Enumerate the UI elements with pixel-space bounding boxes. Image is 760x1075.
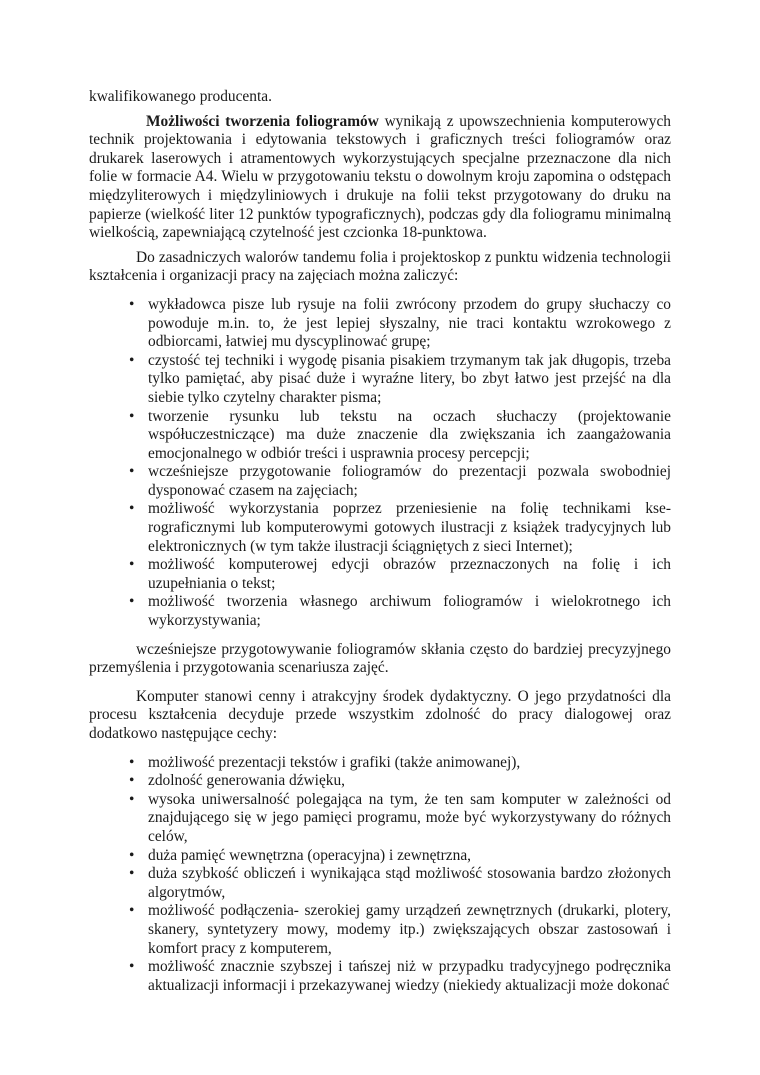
paragraph-continuation: kwalifikowanego producenta. [89,88,272,105]
paragraph-preparation: wcześniejsze przygotowywanie foliogramów skłania często do bardziej precyzyjnego przemyślenia i przygotowania scenariusza zajęć. [89,640,671,677]
list-item [89,958,671,995]
list-item-text: możliwość prezentacji tekstów i grafiki (także animowanej), [148,753,521,771]
list-item-text: możliwość komputerowej edycji obrazów przeznaczonych na folię i ich uzupełniania o tekst; [148,556,671,592]
bullet-icon: • [129,463,135,481]
bullet-icon: • [129,500,135,518]
bullet-icon: • [129,772,135,790]
bullet-icon: • [129,556,135,574]
list-item [89,408,671,464]
paragraph-foliogram-possibilities [89,113,671,243]
bold-lead-phrase: Możliwości tworzenia foliogramów [146,112,379,130]
bullet-icon: • [129,295,135,313]
list-item [89,556,671,593]
list-item [89,463,671,500]
list-item-text: zdolność generowania dźwięku, [148,772,346,790]
list-item-text: wykładowca pisze lub rysuje na folii zwrócony przodem do grupy słuchaczy co powoduje m.in. to, że jest lepiej słyszalny, nie traci kontaktu wzrokowego z odbiorcami, łatwiej mu dyscyplinować grupę; [148,295,671,351]
list-item [89,500,671,556]
paragraph-text: wynikają z upowszechnienia komputerowych technik projektowania i edytowania tekstowych i graficznych treści foliogramów oraz drukarek laserowych i atramentowych wykorzystujących specjalne przeznaczone dla nich folie w formacie A4. Wielu w przygotowaniu tekstu o dowolnym kroju zapomina o odstępach międzyliterowych i międzyliniowych i drukuje na folii tekst przygotowany do druku na papierze (wielkość liter 12 punktów typograficznych), podczas gdy dla foliogramu minimalną wielkością, zapewniającą czytelność jest czcionka 18-punktowa. [89,112,671,242]
list-item-text: duża szybkość obliczeń i wynikająca stąd możliwość stosowania bardzo złożonych algorytmów, [148,865,671,901]
bullet-icon: • [129,846,135,864]
list-item [89,791,671,847]
values-list [89,296,671,631]
document-page [89,88,671,995]
bullet-icon: • [129,865,135,883]
list-item [89,296,671,352]
list-item-text: możliwość wykorzystania poprzez przeniesienie na folię technikami kse-rograficznymi lub komputerowymi gotowych ilustracji z książek tradycyjnych lub elektronicznych (w tym także ilustracji ściągniętych z sieci Internet); [148,500,671,555]
bullet-icon: • [129,902,135,920]
paragraph-computer-intro: Komputer stanowi cenny i atrakcyjny środek dydaktyczny. O jego przydatności dla procesu kształcenia decyduje przede wszystkim zdolność do pracy dialogowej oraz dodatkowo następujące cechy: [89,687,671,742]
bullet-icon: • [129,790,135,808]
list-item-text: tworzenie rysunku lub tekstu na oczach słuchaczy (projektowanie współuczestniczące) ma duże znaczenie dla zwiększania ich zaangażowania emocjonalnego w odbiór treści i usprawnia procesy percepcji; [148,407,671,462]
list-item [89,902,671,958]
list-item [89,352,671,408]
list-item-text: wysoka uniwersalność polegająca na tym, że ten sam komputer w zależności od znajdującego się w jego pamięci programu, może być wykorzystywany do różnych celów, [148,790,671,845]
list-item-text: możliwość podłączenia- szerokiej gamy urządzeń zewnętrznych (drukarki, plotery, skanery, syntetyzery mowy, modemy itp.) zwiększających obszar zastosowań i komfort pracy z komputerem, [148,902,671,957]
list-item [89,865,671,902]
list-item [89,754,671,773]
bullet-icon: • [129,753,135,771]
list-item [89,847,671,866]
list-item [89,772,671,791]
bullet-icon: • [129,958,135,976]
list-item [89,593,671,630]
list-item-text: możliwość tworzenia własnego archiwum foliogramów i wielokrotnego ich wykorzystywania; [148,593,671,630]
list-item-text: duża pamięć wewnętrzna (operacyjna) i zewnętrzna, [148,846,472,864]
computer-features-list [89,754,671,996]
list-item-text: wcześniejsze przygotowanie foliogramów do prezentacji pozwala swobodniej dysponować czasem na zajęciach; [148,463,671,499]
list-item-text: możliwość znacznie szybszej i tańszej niż w przypadku tradycyjnego podręcznika aktualizacji informacji i przekazywanej wiedzy (niekiedy aktualizacji może dokonać [148,958,671,994]
bullet-icon: • [129,351,135,369]
bullet-icon: • [129,593,135,611]
bullet-icon: • [129,407,135,425]
list-item-text: czystość tej techniki i wygodę pisania pisakiem trzymanym tak jak długopis, trzeba tylko pamiętać, aby pisać duże i wyraźne litery, bo zbyt łatwo jest przejść na dla siebie tylko czytelny charakter pisma; [148,351,671,406]
paragraph-values-intro: Do zasadniczych walorów tandemu folia i projektoskop z punktu widzenia technologii kształcenia i organizacji pracy na zajęciach można zaliczyć: [89,248,671,285]
